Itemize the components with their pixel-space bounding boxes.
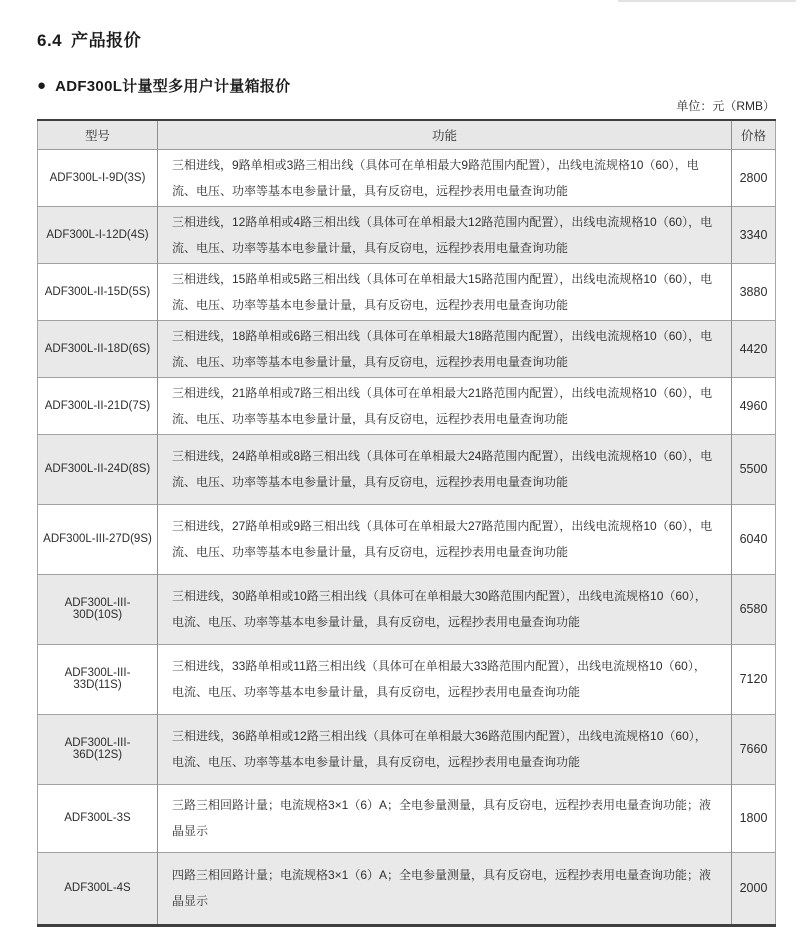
function-cell: 四路三相回路计量；电流规格3×1（6）A；全电参量测量，具有反窃电，远程抄表用电量查询功能；液晶显示 — [158, 852, 732, 925]
table-title-row — [37, 75, 775, 96]
model-cell: ADF300L-II-21D(7S) — [38, 377, 158, 434]
model-cell: ADF300L-II-24D(8S) — [38, 434, 158, 504]
function-cell: 三相进线，18路单相或6路三相出线（具体可在单相最大18路范围内配置），出线电流规格10（60），电流、电压、功率等基本电参量计量，具有反窃电，远程抄表用电量查询功能 — [158, 320, 732, 377]
column-header-price: 价格 — [732, 120, 776, 149]
function-cell: 三路三相回路计量；电流规格3×1（6）A；全电参量测量，具有反窃电，远程抄表用电量查询功能；液晶显示 — [158, 784, 732, 852]
column-header-model: 型号 — [38, 120, 158, 149]
bullet-icon: ● — [37, 77, 47, 94]
column-header-function: 功能 — [158, 120, 732, 149]
price-cell: 7660 — [732, 714, 776, 784]
price-table-body — [38, 149, 776, 925]
model-cell: ADF300L-III-30D(10S) — [38, 574, 158, 644]
table-row — [38, 263, 776, 320]
cropped-artifact-line — [618, 0, 796, 2]
price-cell: 6040 — [732, 504, 776, 574]
table-row — [38, 714, 776, 784]
function-cell: 三相进线，24路单相或8路三相出线（具体可在单相最大24路范围内配置），出线电流规格10（60），电流、电压、功率等基本电参量计量，具有反窃电，远程抄表用电量查询功能 — [158, 434, 732, 504]
price-table — [37, 119, 776, 927]
price-cell: 3880 — [732, 263, 776, 320]
model-cell: ADF300L-III-27D(9S) — [38, 504, 158, 574]
function-cell: 三相进线，27路单相或9路三相出线（具体可在单相最大27路范围内配置），出线电流规格10（60），电流、电压、功率等基本电参量计量，具有反窃电，远程抄表用电量查询功能 — [158, 504, 732, 574]
price-cell: 7120 — [732, 644, 776, 714]
price-cell: 2000 — [732, 852, 776, 925]
table-row — [38, 320, 776, 377]
price-cell: 6580 — [732, 574, 776, 644]
table-row — [38, 206, 776, 263]
price-cell: 4420 — [732, 320, 776, 377]
table-row — [38, 504, 776, 574]
unit-label: 单位：元（RMB） — [676, 99, 775, 113]
function-cell: 三相进线，15路单相或5路三相出线（具体可在单相最大15路范围内配置），出线电流规格10（60），电流、电压、功率等基本电参量计量，具有反窃电，远程抄表用电量查询功能 — [158, 263, 732, 320]
section-heading — [37, 26, 775, 51]
function-cell: 三相进线，30路单相或10路三相出线（具体可在单相最大30路范围内配置），出线电流规格10（60），电流、电压、功率等基本电参量计量，具有反窃电，远程抄表用电量查询功能 — [158, 574, 732, 644]
price-cell: 2800 — [739, 170, 768, 185]
price-cell: 1800 — [732, 784, 776, 852]
model-cell: ADF300L-I-9D(3S) — [49, 171, 146, 184]
function-cell: 三相进线，12路单相或4路三相出线（具体可在单相最大12路范围内配置），出线电流规格10（60），电流、电压、功率等基本电参量计量，具有反窃电，远程抄表用电量查询功能 — [158, 206, 732, 263]
function-cell: 三相进线，33路单相或11路三相出线（具体可在单相最大33路范围内配置），出线电流规格10（60），电流、电压、功率等基本电参量计量，具有反窃电，远程抄表用电量查询功能 — [158, 644, 732, 714]
section-title: 产品报价 — [71, 31, 142, 50]
model-cell: ADF300L-I-12D(4S) — [38, 206, 158, 263]
table-row — [38, 574, 776, 644]
table-row — [38, 644, 776, 714]
function-cell: 三相进线，21路单相或7路三相出线（具体可在单相最大21路范围内配置），出线电流规格10（60），电流、电压、功率等基本电参量计量，具有反窃电，远程抄表用电量查询功能 — [158, 377, 732, 434]
table-header-row — [38, 120, 776, 149]
table-title: ADF300L计量型多用户计量箱报价 — [55, 78, 291, 95]
function-cell: 三相进线，9路单相或3路三相出线（具体可在单相最大9路范围内配置），出线电流规格10（60），电流、电压、功率等基本电参量计量，具有反窃电，远程抄表用电量查询功能 — [158, 149, 732, 206]
model-cell: ADF300L-II-18D(6S) — [38, 320, 158, 377]
price-cell: 5500 — [732, 434, 776, 504]
table-row — [38, 377, 776, 434]
model-cell: ADF300L-III-36D(12S) — [38, 714, 158, 784]
table-row — [38, 784, 776, 852]
price-cell: 4960 — [732, 377, 776, 434]
table-row — [38, 434, 776, 504]
section-number: 6.4 — [37, 31, 63, 50]
table-row — [38, 852, 776, 925]
price-cell: 3340 — [732, 206, 776, 263]
model-cell: ADF300L-III-33D(11S) — [38, 644, 158, 714]
model-cell: ADF300L-3S — [38, 784, 158, 852]
model-cell: ADF300L-4S — [38, 852, 158, 925]
function-cell: 三相进线，36路单相或12路三相出线（具体可在单相最大36路范围内配置），出线电流规格10（60），电流、电压、功率等基本电参量计量，具有反窃电，远程抄表用电量查询功能 — [158, 714, 732, 784]
table-row — [38, 149, 776, 206]
model-cell: ADF300L-II-15D(5S) — [38, 263, 158, 320]
